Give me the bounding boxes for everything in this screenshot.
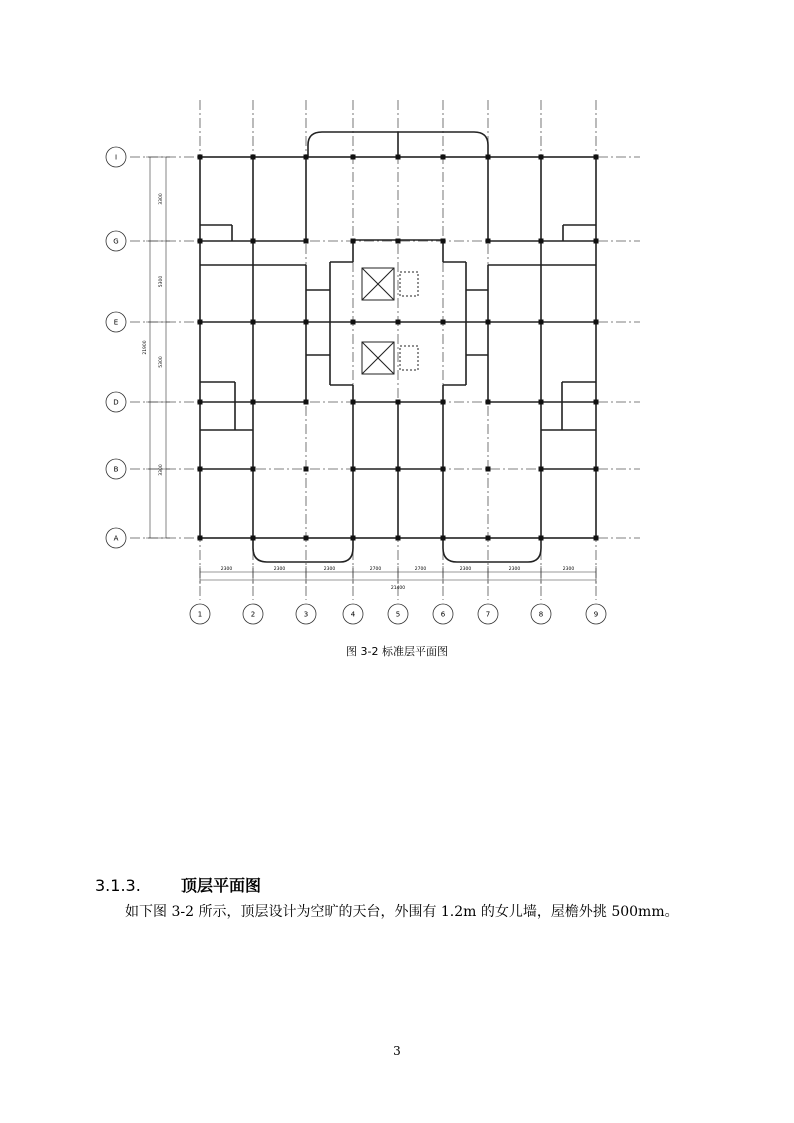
column-axis-bubble bbox=[243, 604, 263, 624]
structural-column bbox=[351, 239, 356, 244]
bottom-left-balcony bbox=[253, 538, 353, 562]
column-dimension-label: 2700 bbox=[369, 567, 382, 572]
structural-column bbox=[251, 400, 256, 405]
structural-column bbox=[351, 400, 356, 405]
row-dimension-label: 5300 bbox=[159, 356, 164, 368]
structural-column bbox=[304, 467, 309, 472]
structural-column bbox=[441, 155, 446, 160]
column-axis-bubble bbox=[388, 604, 408, 624]
column-dimension-label: 2300 bbox=[273, 567, 286, 572]
section-heading bbox=[95, 873, 261, 896]
structural-column bbox=[486, 155, 491, 160]
structural-column bbox=[251, 155, 256, 160]
structural-column bbox=[351, 320, 356, 325]
structural-column bbox=[594, 239, 599, 244]
column-dimension-label: 2300 bbox=[323, 567, 336, 572]
column-axis-bubble bbox=[586, 604, 606, 624]
bottom-right-balcony bbox=[443, 538, 541, 562]
structural-column bbox=[351, 536, 356, 541]
structural-column bbox=[251, 467, 256, 472]
structural-column bbox=[251, 239, 256, 244]
structural-column bbox=[198, 467, 203, 472]
column-axis-bubble bbox=[296, 604, 316, 624]
row-axis-label: I bbox=[114, 153, 118, 162]
section-title: 顶层平面图 bbox=[181, 876, 262, 895]
row-axis-bubble bbox=[106, 147, 126, 167]
section-number: 3.1.3. bbox=[95, 876, 141, 895]
structural-column bbox=[539, 400, 544, 405]
structural-column bbox=[396, 467, 401, 472]
structural-column bbox=[304, 400, 309, 405]
column-axis-label: 3 bbox=[303, 610, 309, 619]
structural-column bbox=[486, 320, 491, 325]
dimension-lines bbox=[146, 157, 596, 584]
column-dimension-label: 2300 bbox=[459, 567, 472, 572]
structural-column bbox=[441, 536, 446, 541]
structural-column bbox=[198, 400, 203, 405]
stair-shaft bbox=[400, 346, 418, 370]
column-axis-label: 2 bbox=[250, 610, 256, 619]
axis-bubbles bbox=[106, 147, 606, 624]
structural-column bbox=[441, 400, 446, 405]
structural-column bbox=[486, 536, 491, 541]
structural-column bbox=[396, 239, 401, 244]
structural-column bbox=[198, 536, 203, 541]
structural-column bbox=[539, 239, 544, 244]
total-width-label: 21400 bbox=[390, 586, 406, 591]
structural-column bbox=[539, 536, 544, 541]
column-axis-bubble bbox=[478, 604, 498, 624]
structural-column bbox=[304, 536, 309, 541]
column-axis-label: 9 bbox=[593, 610, 599, 619]
structural-column bbox=[486, 467, 491, 472]
section-paragraph: 如下图 3-2 所示，顶层设计为空旷的天台，外围有 1.2m 的女儿墙，屋檐外挑 500mm。 bbox=[125, 904, 679, 920]
row-axis-label: A bbox=[113, 534, 119, 543]
structural-column bbox=[396, 155, 401, 160]
structural-column bbox=[304, 155, 309, 160]
structural-column bbox=[251, 536, 256, 541]
column-axis-bubble bbox=[433, 604, 453, 624]
structural-column bbox=[198, 320, 203, 325]
column-axis-label: 1 bbox=[197, 610, 203, 619]
row-axis-label: G bbox=[113, 237, 119, 246]
row-axis-label: E bbox=[113, 318, 119, 327]
structural-column bbox=[441, 320, 446, 325]
column-dimension-label: 2300 bbox=[220, 567, 233, 572]
row-axis-bubble bbox=[106, 392, 126, 412]
structural-column bbox=[539, 155, 544, 160]
row-axis-bubble bbox=[106, 312, 126, 332]
structural-column bbox=[486, 400, 491, 405]
structural-column bbox=[441, 467, 446, 472]
column-axis-bubble bbox=[531, 604, 551, 624]
structural-column bbox=[594, 536, 599, 541]
structural-column bbox=[594, 467, 599, 472]
row-dimension-label: 3300 bbox=[159, 193, 164, 205]
stair-shaft bbox=[400, 272, 418, 296]
column-axis-label: 8 bbox=[538, 610, 544, 619]
column-axis-bubble bbox=[343, 604, 363, 624]
page-number: 3 bbox=[393, 1044, 401, 1058]
column-axis-label: 7 bbox=[485, 610, 491, 619]
structural-column bbox=[351, 467, 356, 472]
row-dimension-label: 3300 bbox=[159, 464, 164, 476]
row-axis-bubble bbox=[106, 459, 126, 479]
column-dimension-label: 2300 bbox=[562, 567, 575, 572]
structural-column bbox=[539, 320, 544, 325]
structural-column bbox=[396, 320, 401, 325]
elevator-shafts bbox=[362, 268, 418, 374]
structural-column bbox=[304, 320, 309, 325]
axis-gridlines bbox=[130, 100, 640, 600]
structural-column bbox=[304, 239, 309, 244]
dimension-labels bbox=[142, 193, 574, 591]
structural-column bbox=[396, 400, 401, 405]
structural-column bbox=[396, 536, 401, 541]
column-axis-label: 5 bbox=[395, 610, 401, 619]
total-height-label: 21900 bbox=[143, 340, 148, 355]
row-axis-label: B bbox=[113, 465, 119, 474]
column-axis-label: 4 bbox=[350, 610, 356, 619]
structural-column bbox=[539, 467, 544, 472]
column-dimension-label: 2300 bbox=[508, 567, 521, 572]
structural-column bbox=[441, 239, 446, 244]
figure-caption: 图 3-2 标准层平面图 bbox=[346, 645, 448, 658]
row-axis-label: D bbox=[113, 398, 119, 407]
row-axis-bubble bbox=[106, 231, 126, 251]
structural-column bbox=[198, 239, 203, 244]
column-dimension-label: 2700 bbox=[414, 567, 427, 572]
structural-column bbox=[486, 239, 491, 244]
structural-column bbox=[198, 155, 203, 160]
structural-column bbox=[594, 320, 599, 325]
structural-column bbox=[251, 320, 256, 325]
row-dimension-label: 5300 bbox=[159, 275, 164, 288]
structural-column bbox=[351, 155, 356, 160]
structural-column bbox=[594, 400, 599, 405]
column-axis-label: 6 bbox=[440, 610, 446, 619]
structural-column bbox=[594, 155, 599, 160]
column-axis-bubble bbox=[190, 604, 210, 624]
row-axis-bubble bbox=[106, 528, 126, 548]
